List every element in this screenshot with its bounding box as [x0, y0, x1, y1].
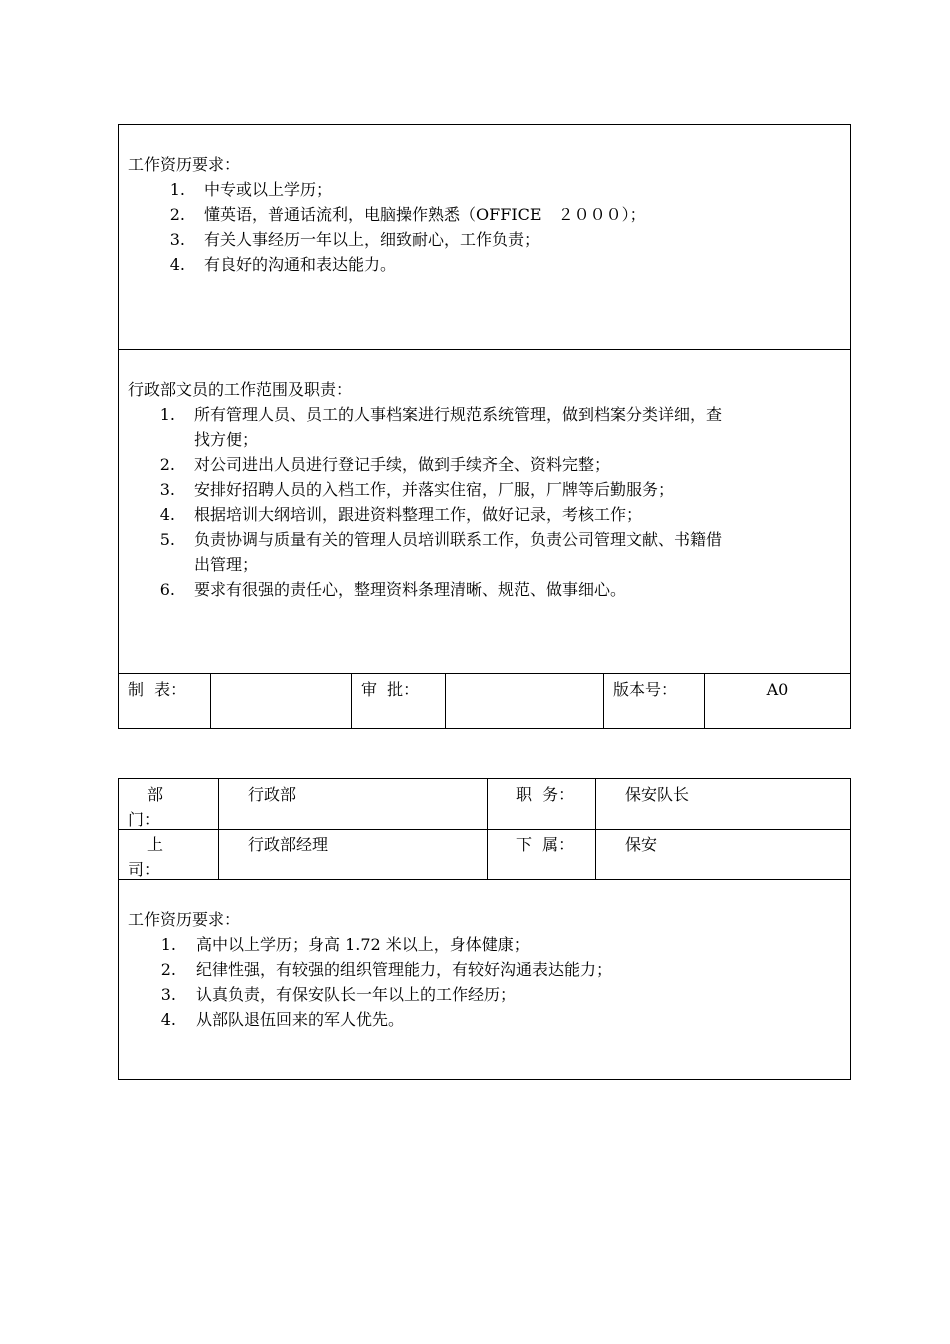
list-item: 安排好招聘人员的入档工作，并落实住宿，厂服，厂牌等后勤服务；: [194, 480, 675, 499]
superior-label-cont: 司：: [128, 860, 161, 879]
approve-label: 审 批：: [361, 680, 420, 699]
list-item: 负责协调与质量有关的管理人员培训联系工作，负责公司管理文献、书籍借: [194, 530, 723, 549]
list-item: 有良好的沟通和表达能力。: [204, 255, 397, 274]
version-label: 版本号：: [613, 680, 678, 699]
list-item: 纪律性强，有较强的组织管理能力，有较好沟通表达能力；: [196, 960, 613, 979]
department-label-cont: 门：: [128, 810, 161, 829]
superior-label: 上: [147, 835, 164, 854]
section-heading-qualifications-2: 工作资历要求：: [128, 910, 241, 929]
list-item-number: 3.: [159, 480, 175, 499]
table1-divider-2: [118, 673, 851, 674]
department-label: 部: [147, 785, 164, 804]
table1-divider-1: [118, 349, 851, 350]
table1-footer-col-1: [210, 673, 211, 729]
list-item-number: 2.: [169, 205, 185, 224]
section-heading-qualifications: 工作资历要求：: [128, 155, 241, 174]
subordinate-label: 下 属：: [516, 835, 575, 854]
list-item-number: 5.: [159, 530, 175, 549]
table1-footer-col-2: [351, 673, 352, 729]
list-item: 认真负责，有保安队长一年以上的工作经历；: [196, 985, 517, 1004]
table2-col-2: [487, 778, 488, 879]
table2-col-1: [218, 778, 219, 879]
table2-row-divider-1: [118, 829, 851, 830]
list-item-number: 1.: [160, 935, 176, 954]
table1-footer-col-3: [445, 673, 446, 729]
subordinate-value: 保安: [625, 835, 658, 854]
list-item-number: 3.: [169, 230, 185, 249]
version-value: A0: [766, 680, 789, 699]
list-item: 根据培训大纲培训，跟进资料整理工作，做好记录，考核工作；: [194, 505, 643, 524]
list-item-continuation: 出管理；: [194, 555, 259, 574]
table1-footer-col-4: [603, 673, 604, 729]
list-item-number: 6.: [159, 580, 175, 599]
list-item: 要求有很强的责任心，整理资料条理清晰、规范、做事细心。: [194, 580, 627, 599]
position-label: 职 务：: [516, 785, 575, 804]
department-value: 行政部: [248, 785, 297, 804]
list-item: 从部队退伍回来的军人优先。: [196, 1010, 405, 1029]
table2-row-divider-2: [118, 879, 851, 880]
list-item: 懂英语，普通话流利，电脑操作熟悉（OFFICE ２０００）；: [204, 205, 646, 224]
list-item: 所有管理人员、员工的人事档案进行规范系统管理，做到档案分类详细，查: [194, 405, 723, 424]
list-item-number: 4.: [169, 255, 185, 274]
list-item: 高中以上学历；身高 1.72 米以上，身体健康；: [196, 935, 530, 954]
list-item-number: 4.: [160, 1010, 176, 1029]
made-by-label: 制 表：: [128, 680, 187, 699]
list-item: 对公司进出人员进行登记手续，做到手续齐全、资料完整；: [194, 455, 611, 474]
list-item: 中专或以上学历；: [204, 180, 333, 199]
table2-col-3: [595, 778, 596, 879]
position-value: 保安队长: [625, 785, 690, 804]
superior-value: 行政部经理: [248, 835, 329, 854]
list-item-number: 2.: [160, 960, 176, 979]
list-item-number: 1.: [159, 405, 175, 424]
list-item-continuation: 找方便；: [194, 430, 259, 449]
list-item: 有关人事经历一年以上，细致耐心，工作负责；: [204, 230, 541, 249]
section-heading-responsibilities: 行政部文员的工作范围及职责：: [128, 380, 353, 399]
list-item-number: 1.: [169, 180, 185, 199]
list-item-number: 2.: [159, 455, 175, 474]
list-item-number: 3.: [160, 985, 176, 1004]
list-item-number: 4.: [159, 505, 175, 524]
